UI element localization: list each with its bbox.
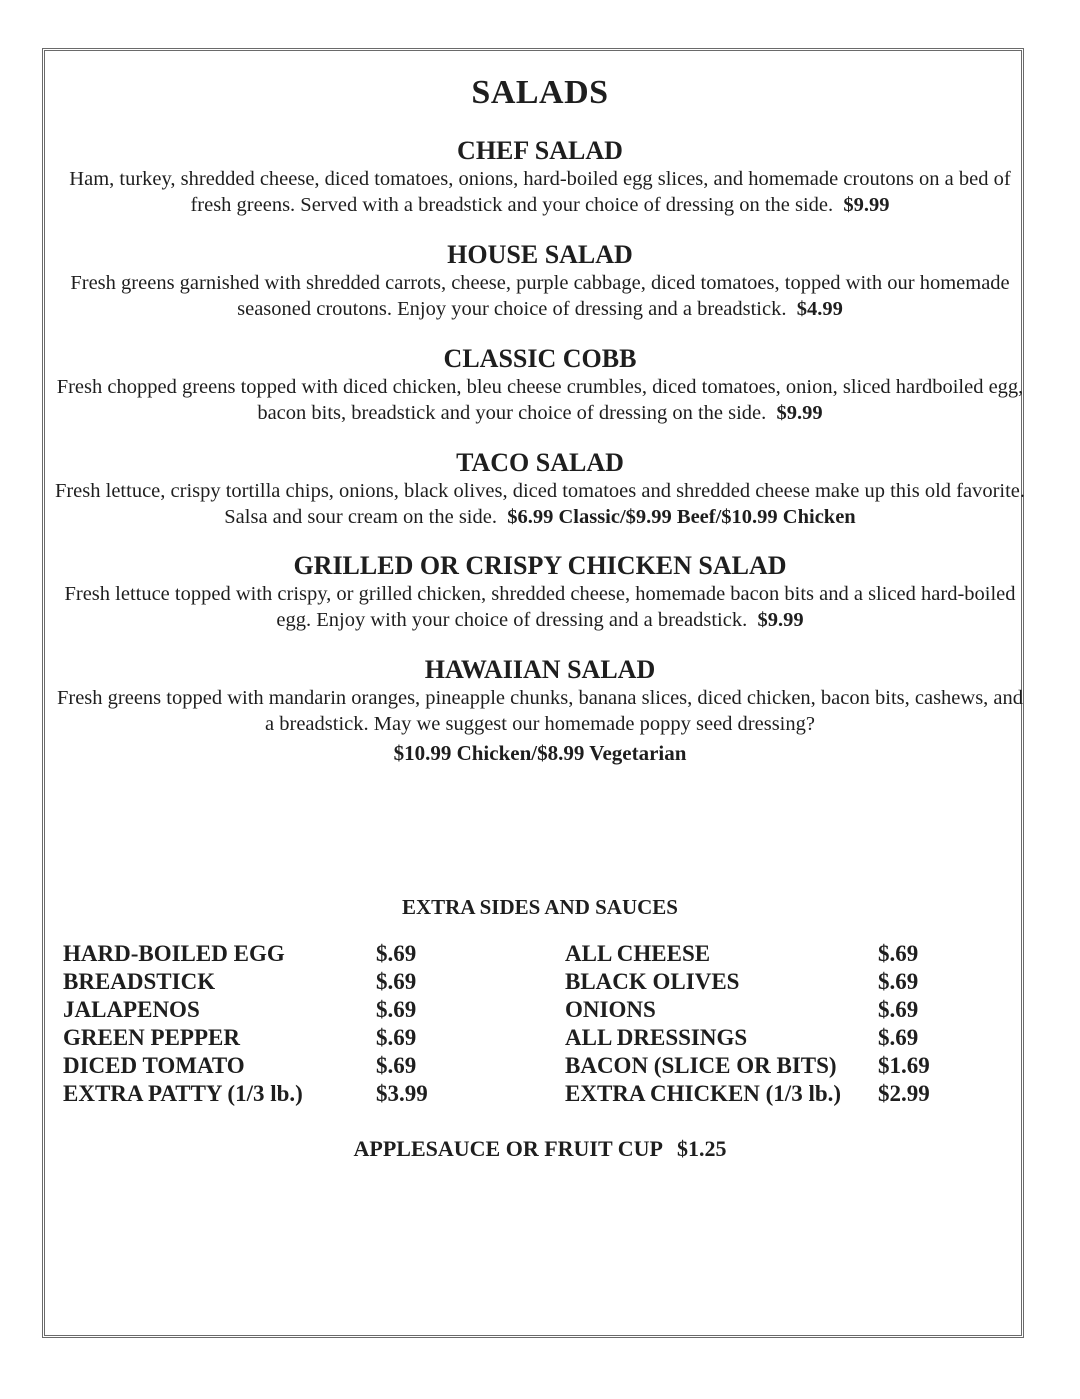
extras-row bbox=[63, 968, 428, 996]
description-text: Fresh greens garnished with shredded carrots, cheese, purple cabbage, diced tomatoes, topped with our homemade seasoned croutons. Enjoy your choice of dressing and a breadstick. bbox=[70, 272, 1010, 320]
menu-item-chicken-salad bbox=[52, 551, 1028, 633]
extras-left-column bbox=[63, 940, 428, 1108]
extra-price: $.69 bbox=[376, 969, 417, 994]
extras-right-column bbox=[565, 940, 930, 1108]
extra-price: $.69 bbox=[878, 997, 919, 1022]
extra-name: BACON (SLICE OR BITS) bbox=[565, 1053, 837, 1078]
item-name: CLASSIC COBB bbox=[443, 344, 637, 373]
extras-row bbox=[565, 940, 930, 968]
extra-name: ALL CHEESE bbox=[565, 941, 711, 966]
item-price: $4.99 bbox=[796, 298, 843, 320]
extra-price: $.69 bbox=[376, 997, 417, 1022]
item-price: $10.99 Chicken/$8.99 Vegetarian bbox=[393, 741, 687, 765]
extras-row bbox=[63, 996, 428, 1024]
menu-item-house-salad bbox=[52, 240, 1028, 322]
extras-row bbox=[63, 1024, 428, 1052]
item-description bbox=[52, 478, 1028, 530]
menu-item-chef-salad bbox=[52, 136, 1028, 218]
item-name: HOUSE SALAD bbox=[447, 240, 633, 269]
item-name: HAWAIIAN SALAD bbox=[424, 655, 656, 684]
item-description bbox=[52, 270, 1028, 322]
item-description bbox=[52, 374, 1028, 426]
extra-price: $.69 bbox=[376, 1025, 417, 1050]
item-description bbox=[52, 166, 1028, 218]
extra-price: $.69 bbox=[376, 941, 417, 966]
extra-price: $.69 bbox=[878, 941, 919, 966]
item-description bbox=[52, 581, 1028, 633]
extra-name: DICED TOMATO bbox=[63, 1053, 245, 1078]
description-text: Fresh lettuce, crispy tortilla chips, onions, black olives, diced tomatoes and shredded cheese make up this old favorite. Salsa and sour cream on the side. bbox=[54, 480, 1026, 528]
extra-price: $.69 bbox=[878, 969, 919, 994]
applesauce-line bbox=[0, 1136, 1080, 1162]
item-description: Fresh greens topped with mandarin oranges, pineapple chunks, banana slices, diced chicken, bacon bits, cashews, and a breadstick. May we suggest our homemade poppy seed dressing? bbox=[56, 687, 1024, 735]
menu-item-hawaiian-salad bbox=[52, 655, 1028, 767]
extra-price: $1.69 bbox=[878, 1053, 930, 1078]
extras-row bbox=[565, 1052, 930, 1080]
extra-name: JALAPENOS bbox=[63, 997, 200, 1022]
description-text: Ham, turkey, shredded cheese, diced tomatoes, onions, hard-boiled egg slices, and homemade croutons on a bed of fresh greens. Served with a breadstick and your choice of dressing on the side. bbox=[69, 168, 1011, 216]
extra-price: $1.25 bbox=[676, 1136, 727, 1161]
extras-row bbox=[63, 1052, 428, 1080]
item-price: $9.99 bbox=[757, 609, 804, 631]
extra-name: EXTRA CHICKEN (1/3 lb.) bbox=[565, 1081, 842, 1106]
menu-item-classic-cobb bbox=[52, 344, 1028, 426]
menu-item-taco-salad bbox=[52, 448, 1028, 530]
item-price: $9.99 bbox=[776, 402, 823, 424]
extras-row bbox=[63, 1080, 428, 1108]
extra-name: GREEN PEPPER bbox=[63, 1025, 240, 1050]
extra-price: $3.99 bbox=[376, 1081, 428, 1106]
extra-name: HARD-BOILED EGG bbox=[63, 941, 285, 966]
description-text: Fresh lettuce topped with crispy, or grilled chicken, shredded cheese, homemade bacon bits and a sliced hard-boiled egg. Enjoy with your choice of dressing and a breadstick. bbox=[64, 583, 1016, 631]
extras-row bbox=[565, 1024, 930, 1052]
extra-name: ONIONS bbox=[565, 997, 656, 1022]
extras-row bbox=[63, 940, 428, 968]
extra-name: EXTRA PATTY (1/3 lb.) bbox=[63, 1081, 303, 1106]
extras-row bbox=[565, 968, 930, 996]
extra-price: $.69 bbox=[878, 1025, 919, 1050]
description-text: Fresh chopped greens topped with diced chicken, bleu cheese crumbles, diced tomatoes, onion, sliced hardboiled egg, bacon bits, breadstick and your choice of dressing on the side. bbox=[56, 376, 1024, 424]
extra-name: BREADSTICK bbox=[63, 969, 216, 994]
extra-name: ALL DRESSINGS bbox=[565, 1025, 748, 1050]
extras-title: EXTRA SIDES AND SAUCES bbox=[401, 895, 678, 919]
extras-row bbox=[565, 1080, 930, 1108]
extra-price: $2.99 bbox=[878, 1081, 930, 1106]
item-name: CHEF SALAD bbox=[457, 136, 623, 165]
extra-name: APPLESAUCE OR FRUIT CUP bbox=[353, 1136, 663, 1161]
item-name: GRILLED OR CRISPY CHICKEN SALAD bbox=[293, 551, 787, 580]
item-price: $6.99 Classic/$9.99 Beef/$10.99 Chicken bbox=[507, 506, 856, 528]
extra-price: $.69 bbox=[376, 1053, 417, 1078]
extra-name: BLACK OLIVES bbox=[565, 969, 740, 994]
extras-row bbox=[565, 996, 930, 1024]
page-title: SALADS bbox=[471, 74, 609, 111]
item-price: $9.99 bbox=[843, 194, 890, 216]
item-name: TACO SALAD bbox=[456, 448, 624, 477]
